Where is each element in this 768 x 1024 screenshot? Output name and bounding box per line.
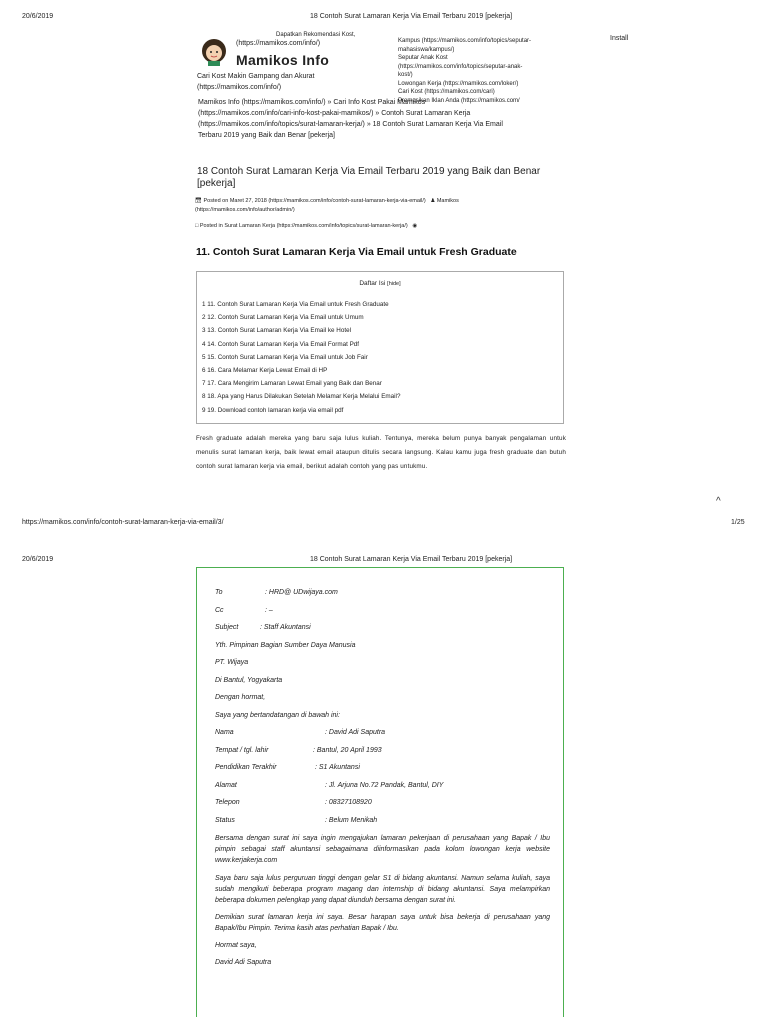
breadcrumb-line[interactable]: (https://mamikos.com/info/topics/surat-lamaran-kerja/) » 18 Contoh Surat Lamaran Kerja Via Email <box>198 121 503 128</box>
letter-paragraph-1: Bersama dengan surat ini saya ingin mengajukan lamaran pekerjaan di perusahaan yang Bapak / Ibu pimpin sebagai staff akuntansi sebagaimana diinformasikan pada kolom lowongan kerja website www.kerjakerja.com <box>215 835 550 865</box>
letter-example-box <box>196 567 564 1017</box>
user-icon: ♟ <box>430 198 436 204</box>
author-url[interactable]: (https://mamikos.com/info/author/admin/) <box>195 207 295 213</box>
letter-paragraph-3: Demikian surat lamaran kerja ini saya. Besar harapan saya untuk bisa bekerja di perusahaan yang Bapak/Ibu Pimpin. Terima kasih atas perhatian Bapak / Ibu. <box>215 914 550 933</box>
print-title: 18 Contoh Surat Lamaran Kerja Via Email Terbaru 2019 [pekerja] <box>310 13 513 20</box>
tagline-url[interactable]: (https://mamikos.com/info/) <box>197 84 282 91</box>
article-title: 18 Contoh Surat Lamaran Kerja Via Email Terbaru 2019 yang Baik dan Benar [pekerja] <box>197 166 541 189</box>
letter-field-row <box>215 763 550 781</box>
letter-field-value: : 08327108920 <box>325 799 372 806</box>
post-category <box>195 222 575 231</box>
letter-paragraph-2: Saya baru saja lulus perguruan tinggi dengan gelar S1 di bidang akuntansi. Namun selama kuliah, saya sudah mengikuti beberapa program magang dan internship di bidang akuntansi. Saya melampirkan beberapa dokumen pelengkap yang dapat diunduh bersama dengan surat ini. <box>215 874 550 905</box>
letter-to-value: : HRD@ UDwijaya.com <box>265 589 338 596</box>
letter-field-row <box>215 798 550 816</box>
nav-item-promosi[interactable]: Promosikan Iklan Anda (https://mamikos.com/ <box>398 97 520 104</box>
toc-header <box>197 280 563 287</box>
install-button[interactable]: Install <box>610 35 629 42</box>
letter-to-row <box>215 588 550 606</box>
post-meta <box>195 197 575 215</box>
letter-field-value: : S1 Akuntansi <box>315 764 360 771</box>
table-of-contents <box>196 271 564 424</box>
toc-item[interactable]: 9 19. Download contoh lamaran kerja via email pdf <box>202 406 344 414</box>
print-date: 20/6/2019 <box>22 556 54 563</box>
page-number: 1/25 <box>731 519 745 526</box>
letter-field-value: : Bantul, 20 April 1993 <box>313 746 382 754</box>
toc-item[interactable]: 8 18. Apa yang Harus Dilakukan Setelah Melamar Kerja Melalui Email? <box>202 393 401 401</box>
letter-line: Yth. Pimpinan Bagian Sumber Daya Manusia <box>215 641 356 649</box>
nav-item-anak-kost-url-end[interactable]: kost/) <box>398 72 413 78</box>
breadcrumb-current: Terbaru 2019 yang Baik dan Benar [pekerja] <box>198 132 335 139</box>
letter-line: Saya yang bertandatangan di bawah ini: <box>215 711 340 719</box>
letter-field-row <box>215 746 550 764</box>
site-tagline: Cari Kost Makin Gampang dan Akurat <box>197 73 315 80</box>
print-title: 18 Contoh Surat Lamaran Kerja Via Email Terbaru 2019 [pekerja] <box>310 556 513 563</box>
toc-item[interactable]: 1 11. Contoh Surat Lamaran Kerja Via Email untuk Fresh Graduate <box>202 301 389 308</box>
posted-in-link[interactable]: Posted in Surat Lamaran Kerja (https://mamikos.com/info/topics/surat-lamaran-kerja/) <box>199 223 408 229</box>
letter-field-label: Tempat / tgl. lahir <box>215 746 269 754</box>
letter-to-label: To <box>215 589 223 596</box>
breadcrumb-line[interactable]: Mamikos Info (https://mamikos.com/info/) » Cari Info Kost Pakai Mamikos <box>198 99 426 106</box>
folder-icon: □ <box>195 223 199 229</box>
letter-cc-value: : – <box>265 606 273 614</box>
logo-url[interactable]: (https://mamikos.com/info/) <box>236 40 321 47</box>
logo-title[interactable]: Mamikos Info <box>236 52 330 68</box>
eye-icon: ◉ <box>412 223 418 229</box>
calendar-icon: 📅︎ <box>195 198 202 204</box>
nav-item-anak-kost-url[interactable]: (https://mamikos.com/info/topics/seputar-anak- <box>398 63 523 70</box>
letter-field-row <box>215 728 550 746</box>
mamikos-mascot-icon <box>200 38 228 66</box>
print-url: https://mamikos.com/info/contoh-surat-lamaran-kerja-via-email/3/ <box>22 519 224 526</box>
nav-item-anak-kost[interactable]: Seputar Anak Kost <box>398 55 448 61</box>
letter-field-value: : Belum Menikah <box>325 816 378 824</box>
letter-field-label: Pendidikan Terakhir <box>215 764 277 771</box>
letter-field-row <box>215 816 550 834</box>
letter-subject-row <box>215 623 550 641</box>
letter-line: Di Bantul, Yogyakarta <box>215 676 283 684</box>
toc-item[interactable]: 2 12. Contoh Surat Lamaran Kerja Via Email untuk Umum <box>202 314 364 322</box>
letter-closing: Hormat saya, <box>215 941 257 949</box>
toc-item[interactable]: 3 13. Contoh Surat Lamaran Kerja Via Email ke Hotel <box>202 327 351 335</box>
letter-field-row <box>215 781 550 799</box>
toc-hide-toggle[interactable]: [hide] <box>387 281 401 287</box>
section-heading: 11. Contoh Surat Lamaran Kerja Via Email untuk Fresh Graduate <box>196 246 517 258</box>
nav-item-kampus[interactable]: Kampus (https://mamikos.com/info/topics/seputar- <box>398 38 532 44</box>
letter-content <box>215 588 550 976</box>
scroll-top-button[interactable]: ^ <box>716 496 721 507</box>
site-logo[interactable] <box>198 32 388 72</box>
breadcrumb <box>198 97 573 141</box>
toc-item[interactable]: 4 14. Contoh Surat Lamaran Kerja Via Email Format Pdf <box>202 340 360 348</box>
toc-title: Daftar Isi <box>359 280 386 287</box>
letter-field-label: Status <box>215 816 235 824</box>
letter-cc-row <box>215 606 550 624</box>
toc-item[interactable]: 7 17. Cara Mengirim Lamaran Lewat Email yang Baik dan Benar <box>202 380 382 388</box>
breadcrumb-line[interactable]: (https://mamikos.com/info/cari-info-kost-pakai-mamikos/) » Contoh Surat Lamaran Kerja <box>198 110 471 117</box>
rekomendasi-text: Dapatkan Rekomendasi Kost, <box>276 32 356 38</box>
toc-list <box>202 298 400 417</box>
letter-subject-value: : Staff Akuntansi <box>260 624 311 631</box>
site-nav <box>398 37 568 105</box>
letter-subject-label: Subject <box>215 624 239 631</box>
letter-field-label: Alamat <box>215 781 237 789</box>
print-date: 20/6/2019 <box>22 13 54 20</box>
letter-field-label: Telepon <box>215 799 240 806</box>
nav-item-loker[interactable]: Lowongan Kerja (https://mamikos.com/loker/) <box>398 80 519 87</box>
posted-on-link[interactable]: Posted on Maret 27, 2018 (https://mamikos.com/info/contoh-surat-lamaran-kerja-via-email/) <box>203 198 426 204</box>
letter-line: Dengan hormat, <box>215 694 266 701</box>
letter-signature: David Adi Saputra <box>215 959 272 967</box>
letter-field-value: : David Adi Saputra <box>325 729 386 736</box>
letter-line: PT. Wijaya <box>215 659 249 666</box>
toc-item[interactable]: 6 16. Cara Melamar Kerja Lewat Email di HP <box>202 366 328 374</box>
nav-item-kampus-url[interactable]: mahasiswa/kampus/) <box>398 46 455 53</box>
author-link[interactable]: Mamikos <box>436 198 459 204</box>
nav-item-cari-kost[interactable]: Cari Kost (https://mamikos.com/cari) <box>398 89 495 95</box>
letter-field-label: Nama <box>215 729 234 736</box>
intro-paragraph: Fresh graduate adalah mereka yang baru saja lulus kuliah. Tentunya, mereka belum punya banyak pengalaman untuk menulis surat lamaran kerja, baik lewat email ataupun ditulis secara langsung. Kalau kamu juga fresh graduate dan butuh contoh surat lamaran kerja via email, berikut adalah contoh yang pas untukmu. <box>196 435 566 471</box>
toc-item[interactable]: 5 15. Contoh Surat Lamaran Kerja Via Email untuk Job Fair <box>202 353 368 361</box>
letter-field-value: : Jl. Arjuna No.72 Pandak, Bantul, DIY <box>325 781 444 789</box>
letter-cc-label: Cc <box>215 606 224 614</box>
